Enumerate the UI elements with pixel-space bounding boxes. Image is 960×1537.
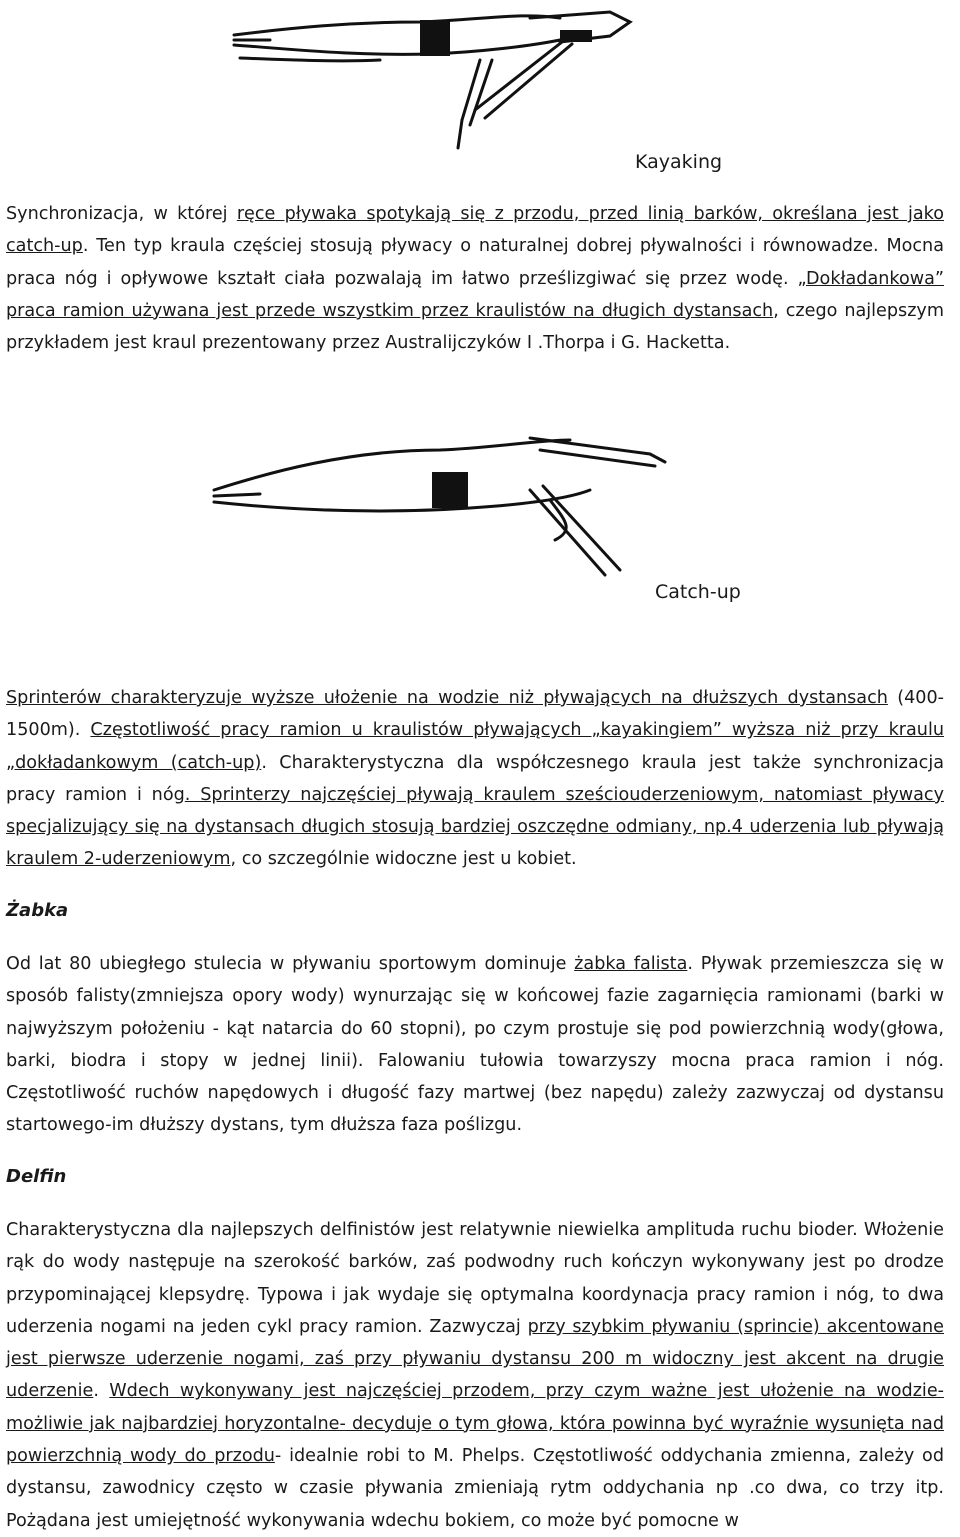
text-segment: , czego najlepszym przykładem jest kraul prezentowany przez Australijczyków I .Thorpa i G. Hacketta. — [6, 300, 944, 354]
text-segment: Sprinterów charakteryzuje wyższe ułożenie na wodzie niż pływających na dłuższych dystansach — [6, 688, 888, 708]
text-segment: Od lat 80 ubiegłego stulecia w pływaniu sportowym dominuje — [6, 954, 575, 974]
text-segment: ręce pływaka spotykają się z przodu, przed linią barków, określana jest jako catch-up — [6, 204, 945, 257]
paragraph-catch-up — [6, 198, 944, 359]
figure1-caption: Kayaking — [635, 151, 723, 173]
heading-zabka: Żabka — [6, 900, 69, 921]
text-segment: . Charakterystyczna dla współczesnego kraula jest także synchronizacja pracy ramion i nóg — [6, 752, 945, 805]
paragraph-sprinters — [6, 682, 944, 876]
catch-up-figure — [210, 410, 680, 580]
text-segment: Charakterystyczna dla najlepszych delfinistów jest relatywnie niewielka amplituda ruchu bioder. Włożenie rąk do wody następuje na szerokość barków, zaś podwodny ruch kończyn wykonywany jest po drodze przypominającej klepsydrę. Typowa i jak wydaje się optymalna koordynacja pracy ramion i nóg, to dwa uderzenia nogami na jeden cykl pracy ramion. Zazwyczaj — [6, 1220, 944, 1337]
text-segment: Wdech wykonywany jest najczęściej przodem, przy czym ważne jest ułożenie na wodzie- możliwie jak najbardziej horyzontalne- decyduje o tym głowa, która powinna być wyraźnie wysunięta nad powierzchnią wody do przodu — [6, 1381, 944, 1467]
paragraph-delfin — [6, 1214, 944, 1537]
figure2-caption: Catch-up — [655, 581, 741, 603]
text-segment: . — [93, 1381, 110, 1402]
text-segment: „Dokładankowa” praca ramion używana jest przede wszystkim przez kraulistów na długich dystansach — [6, 268, 944, 321]
heading-delfin: Delfin — [6, 1166, 67, 1187]
text-segment: . Pływak przemieszcza się w sposób falisty(zmniejsza opory wody) wynurzając się w końcowej fazie zagarnięcia ramionami (barki w najwyższym położeniu - kąt natarcia do 60 stopni), po czym prostuje się pod powierzchnią wody(głowa, barki, biodra i stopy w jednej linii). Falowaniu tułowia towarzyszy mocna praca ramion i nóg. Częstotliwość ruchów napędowych i długość fazy martwej (bez napędu) zależy zazwyczaj od dystansu startowego-im dłuższy dystans, tym dłuższa faza poślizgu. — [6, 954, 945, 1136]
text-segment: Częstotliwość pracy ramion u kraulistów pływających „kayakingiem” wyższa niż przy kraulu „dokładankowym (catch-up) — [6, 720, 944, 773]
text-segment: przy szybkim pływaniu (sprincie) akcentowane jest pierwsze uderzenie nogami, zaś przy pływaniu dystansu 200 m widoczny jest akcent na drugie uderzenie — [6, 1316, 944, 1402]
kayaking-swimmer-illustration — [230, 0, 640, 150]
text-segment: Synchronizacja, w której — [6, 204, 237, 224]
text-segment: , co szczególnie widoczne jest u kobiet. — [230, 849, 577, 870]
text-segment: . Sprinterzy najczęściej pływają kraulem sześciouderzeniowym, natomiast pływacy specjalizujący się na dystansach długich stosują bardziej oszczędne odmiany, np.4 uderzenia lub pływają kraulem 2-uderzeniowym — [6, 784, 944, 870]
text-segment: żabka falista — [574, 954, 688, 974]
kayaking-figure — [230, 0, 640, 150]
paragraph-zabka — [6, 948, 944, 1142]
text-segment: - idealnie robi to M. Phelps. Częstotliwość oddychania zmienna, zależy od dystansu, zawodnicy często w czasie pływania zmieniają rytm oddychania np .co dwa, co trzy itp. Pożądana jest umiejętność wykonywania wdechu bokiem, co może być pomocne w — [6, 1446, 944, 1531]
text-segment: (400-1500m). — [6, 688, 945, 741]
catch-up-swimmer-illustration — [210, 410, 680, 580]
text-segment: . Ten typ kraula częściej stosują pływacy o naturalnej dobrej pływalności i równowadze. Mocna praca nóg i opływowe kształt ciała pozwalają im łatwo prześlizgiwać się przez wodę. — [6, 236, 944, 289]
